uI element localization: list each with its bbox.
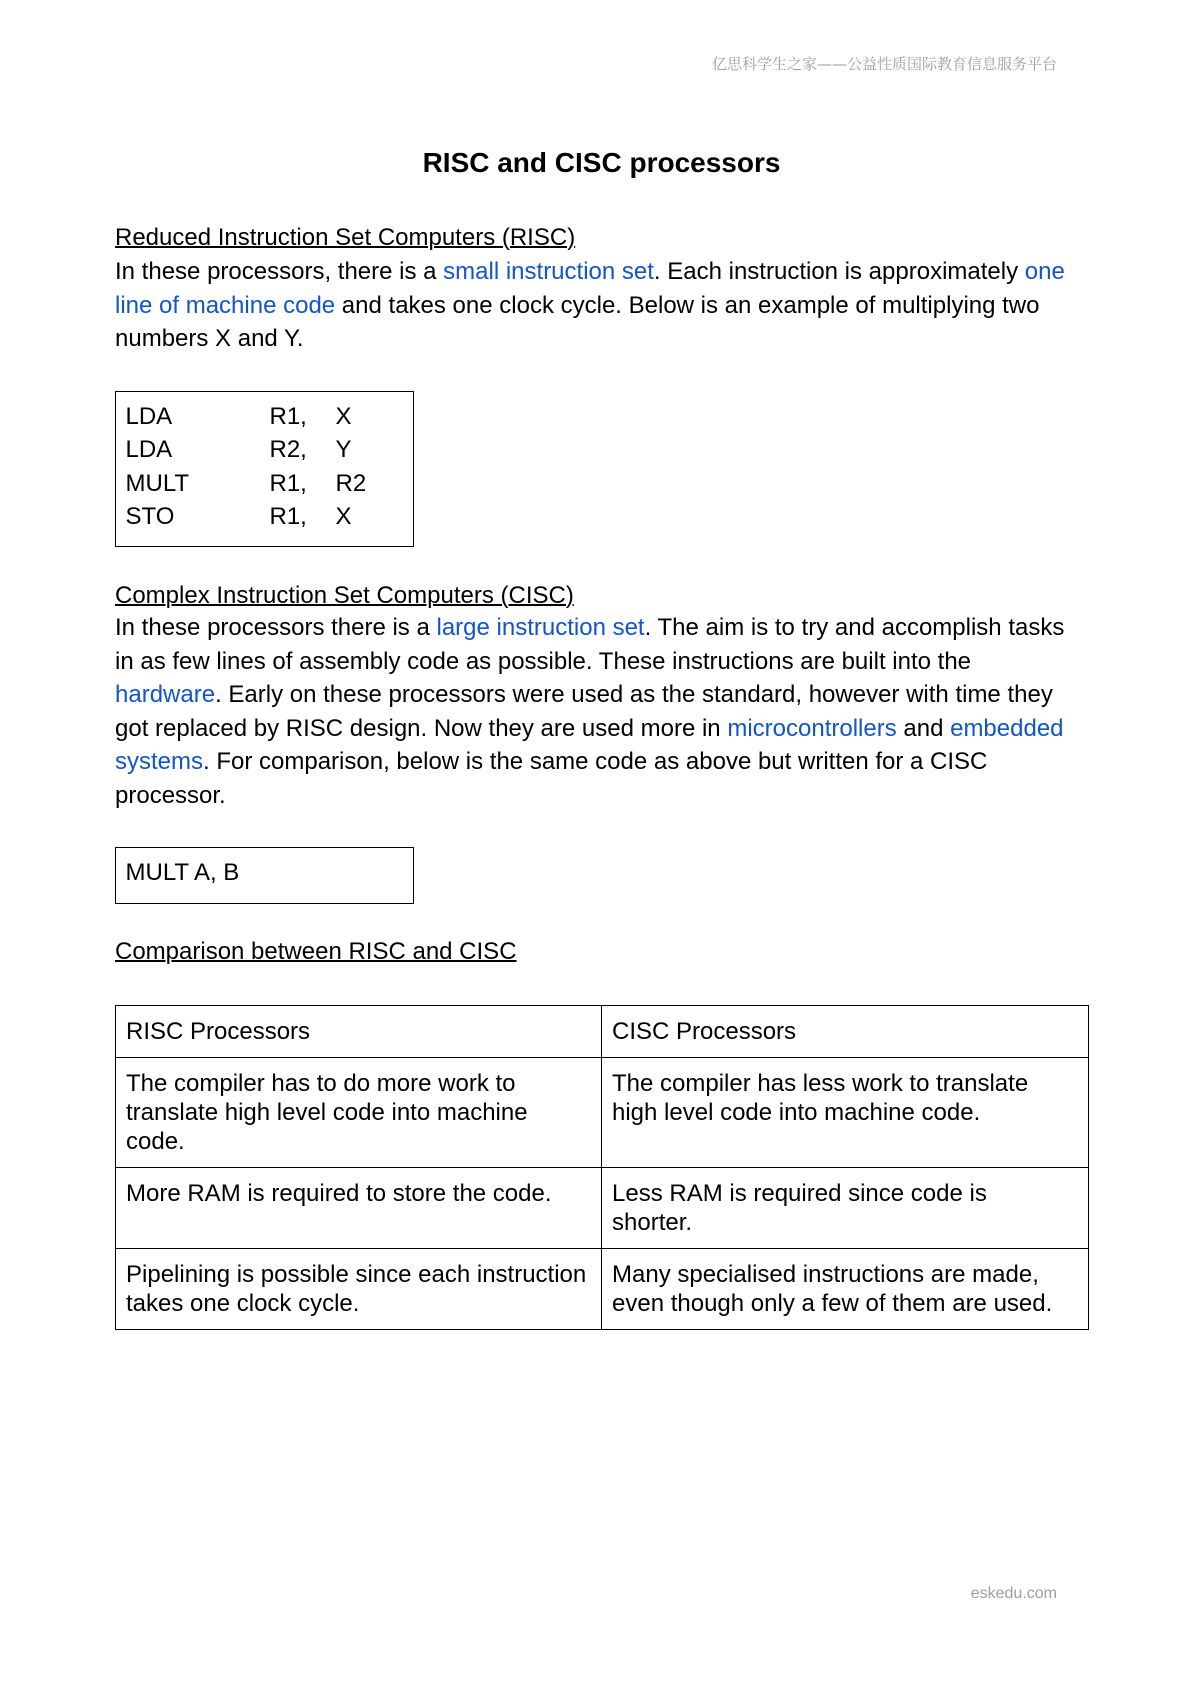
cell-line: The compiler has to do more work to <box>126 1070 516 1097</box>
cell-line: More RAM is required to store the code. <box>126 1180 552 1207</box>
text-segment: In these processors, there is a <box>115 258 444 285</box>
code-line: MULT A, B <box>125 858 240 886</box>
cell-line: even though only a few of them are used. <box>612 1290 1053 1317</box>
term-one-line-of-machine-code: one line of machine code <box>115 258 1065 319</box>
cell-line: takes one clock cycle. <box>126 1290 360 1317</box>
table-cell-cisc <box>602 1168 1089 1249</box>
risc-paragraph <box>115 255 1077 356</box>
cell-line: Pipelining is possible since each instruction <box>126 1261 587 1288</box>
term-embedded-systems: embedded systems <box>115 714 1064 775</box>
cell-line: RISC Processors <box>126 1018 311 1045</box>
term-small-instruction-set: small instruction set <box>443 258 654 285</box>
text-segment: and takes one clock cycle. Below is an example of multiplying two numbers X and Y. <box>115 291 1040 352</box>
table-cell-risc <box>116 1168 602 1249</box>
cell-line: translate high level code into machine <box>126 1099 528 1126</box>
text-segment: . Each instruction is approximately <box>653 258 1025 285</box>
term-hardware: hardware <box>115 681 216 708</box>
footer-site-name: eskedu.com <box>970 1585 1057 1602</box>
code-operand: Y <box>335 436 352 463</box>
risc-heading: Reduced Instruction Set Computers (RISC) <box>115 224 576 251</box>
code-operand: R1, <box>269 469 307 497</box>
cell-line: Less RAM is required since code is <box>612 1180 987 1207</box>
code-opcode: LDA <box>125 402 173 430</box>
cell-line: Many specialised instructions are made, <box>612 1261 1039 1288</box>
code-operand: R2 <box>335 469 367 497</box>
code-opcode: STO <box>125 503 175 530</box>
page-title: RISC and CISC processors <box>422 147 781 178</box>
column-header-cisc <box>602 1006 1089 1058</box>
cell-line: The compiler has less work to translate <box>612 1070 1029 1097</box>
code-operand: R1, <box>269 402 307 430</box>
table-row <box>116 1168 1089 1249</box>
cisc-code-example <box>115 847 414 904</box>
term-microcontrollers: microcontrollers <box>727 714 897 742</box>
code-operand: X <box>335 402 352 430</box>
column-header-risc <box>116 1006 602 1058</box>
code-line <box>126 433 414 467</box>
code-operand: R2, <box>269 436 307 463</box>
cell-line: CISC Processors <box>612 1018 797 1045</box>
table-cell-cisc <box>602 1249 1089 1330</box>
header-note: 亿思科学生之家——公益性质国际教育信息服务平台 <box>711 55 1057 73</box>
code-operand: X <box>335 503 352 530</box>
code-line <box>126 500 414 534</box>
table-row <box>116 1058 1089 1168</box>
cisc-paragraph <box>115 611 1077 812</box>
comparison-heading: Comparison between RISC and CISC <box>115 938 517 965</box>
cisc-heading: Complex Instruction Set Computers (CISC) <box>115 582 574 609</box>
cell-line: high level code into machine code. <box>612 1099 981 1126</box>
text-segment: . For comparison, below is the same code as above but written for a CISC processor. <box>115 748 988 809</box>
code-opcode: LDA <box>125 436 173 463</box>
code-opcode: MULT <box>125 469 190 497</box>
text-segment: . Early on these processors were used as the standard, however with time they got replaced by RISC design. Now they are used more in <box>115 681 1053 742</box>
table-header-row <box>116 1006 1089 1058</box>
table-row <box>116 1249 1089 1330</box>
code-line <box>126 467 414 501</box>
table-cell-risc <box>116 1058 602 1168</box>
text-segment: and <box>896 714 951 742</box>
text-segment: . The aim is to try and accomplish tasks in as few lines of assembly code as possible. These instructions are built into the <box>115 614 1065 675</box>
comparison-table <box>115 1005 1089 1330</box>
code-line <box>126 400 414 434</box>
cell-line: code. <box>126 1128 185 1155</box>
cell-line: shorter. <box>612 1209 693 1236</box>
risc-code-example <box>115 391 414 547</box>
table-cell-cisc <box>602 1058 1089 1168</box>
text-segment: In these processors there is a <box>115 614 437 641</box>
code-operand: R1, <box>269 503 307 530</box>
table-cell-risc <box>116 1249 602 1330</box>
term-large-instruction-set: large instruction set <box>436 614 645 641</box>
